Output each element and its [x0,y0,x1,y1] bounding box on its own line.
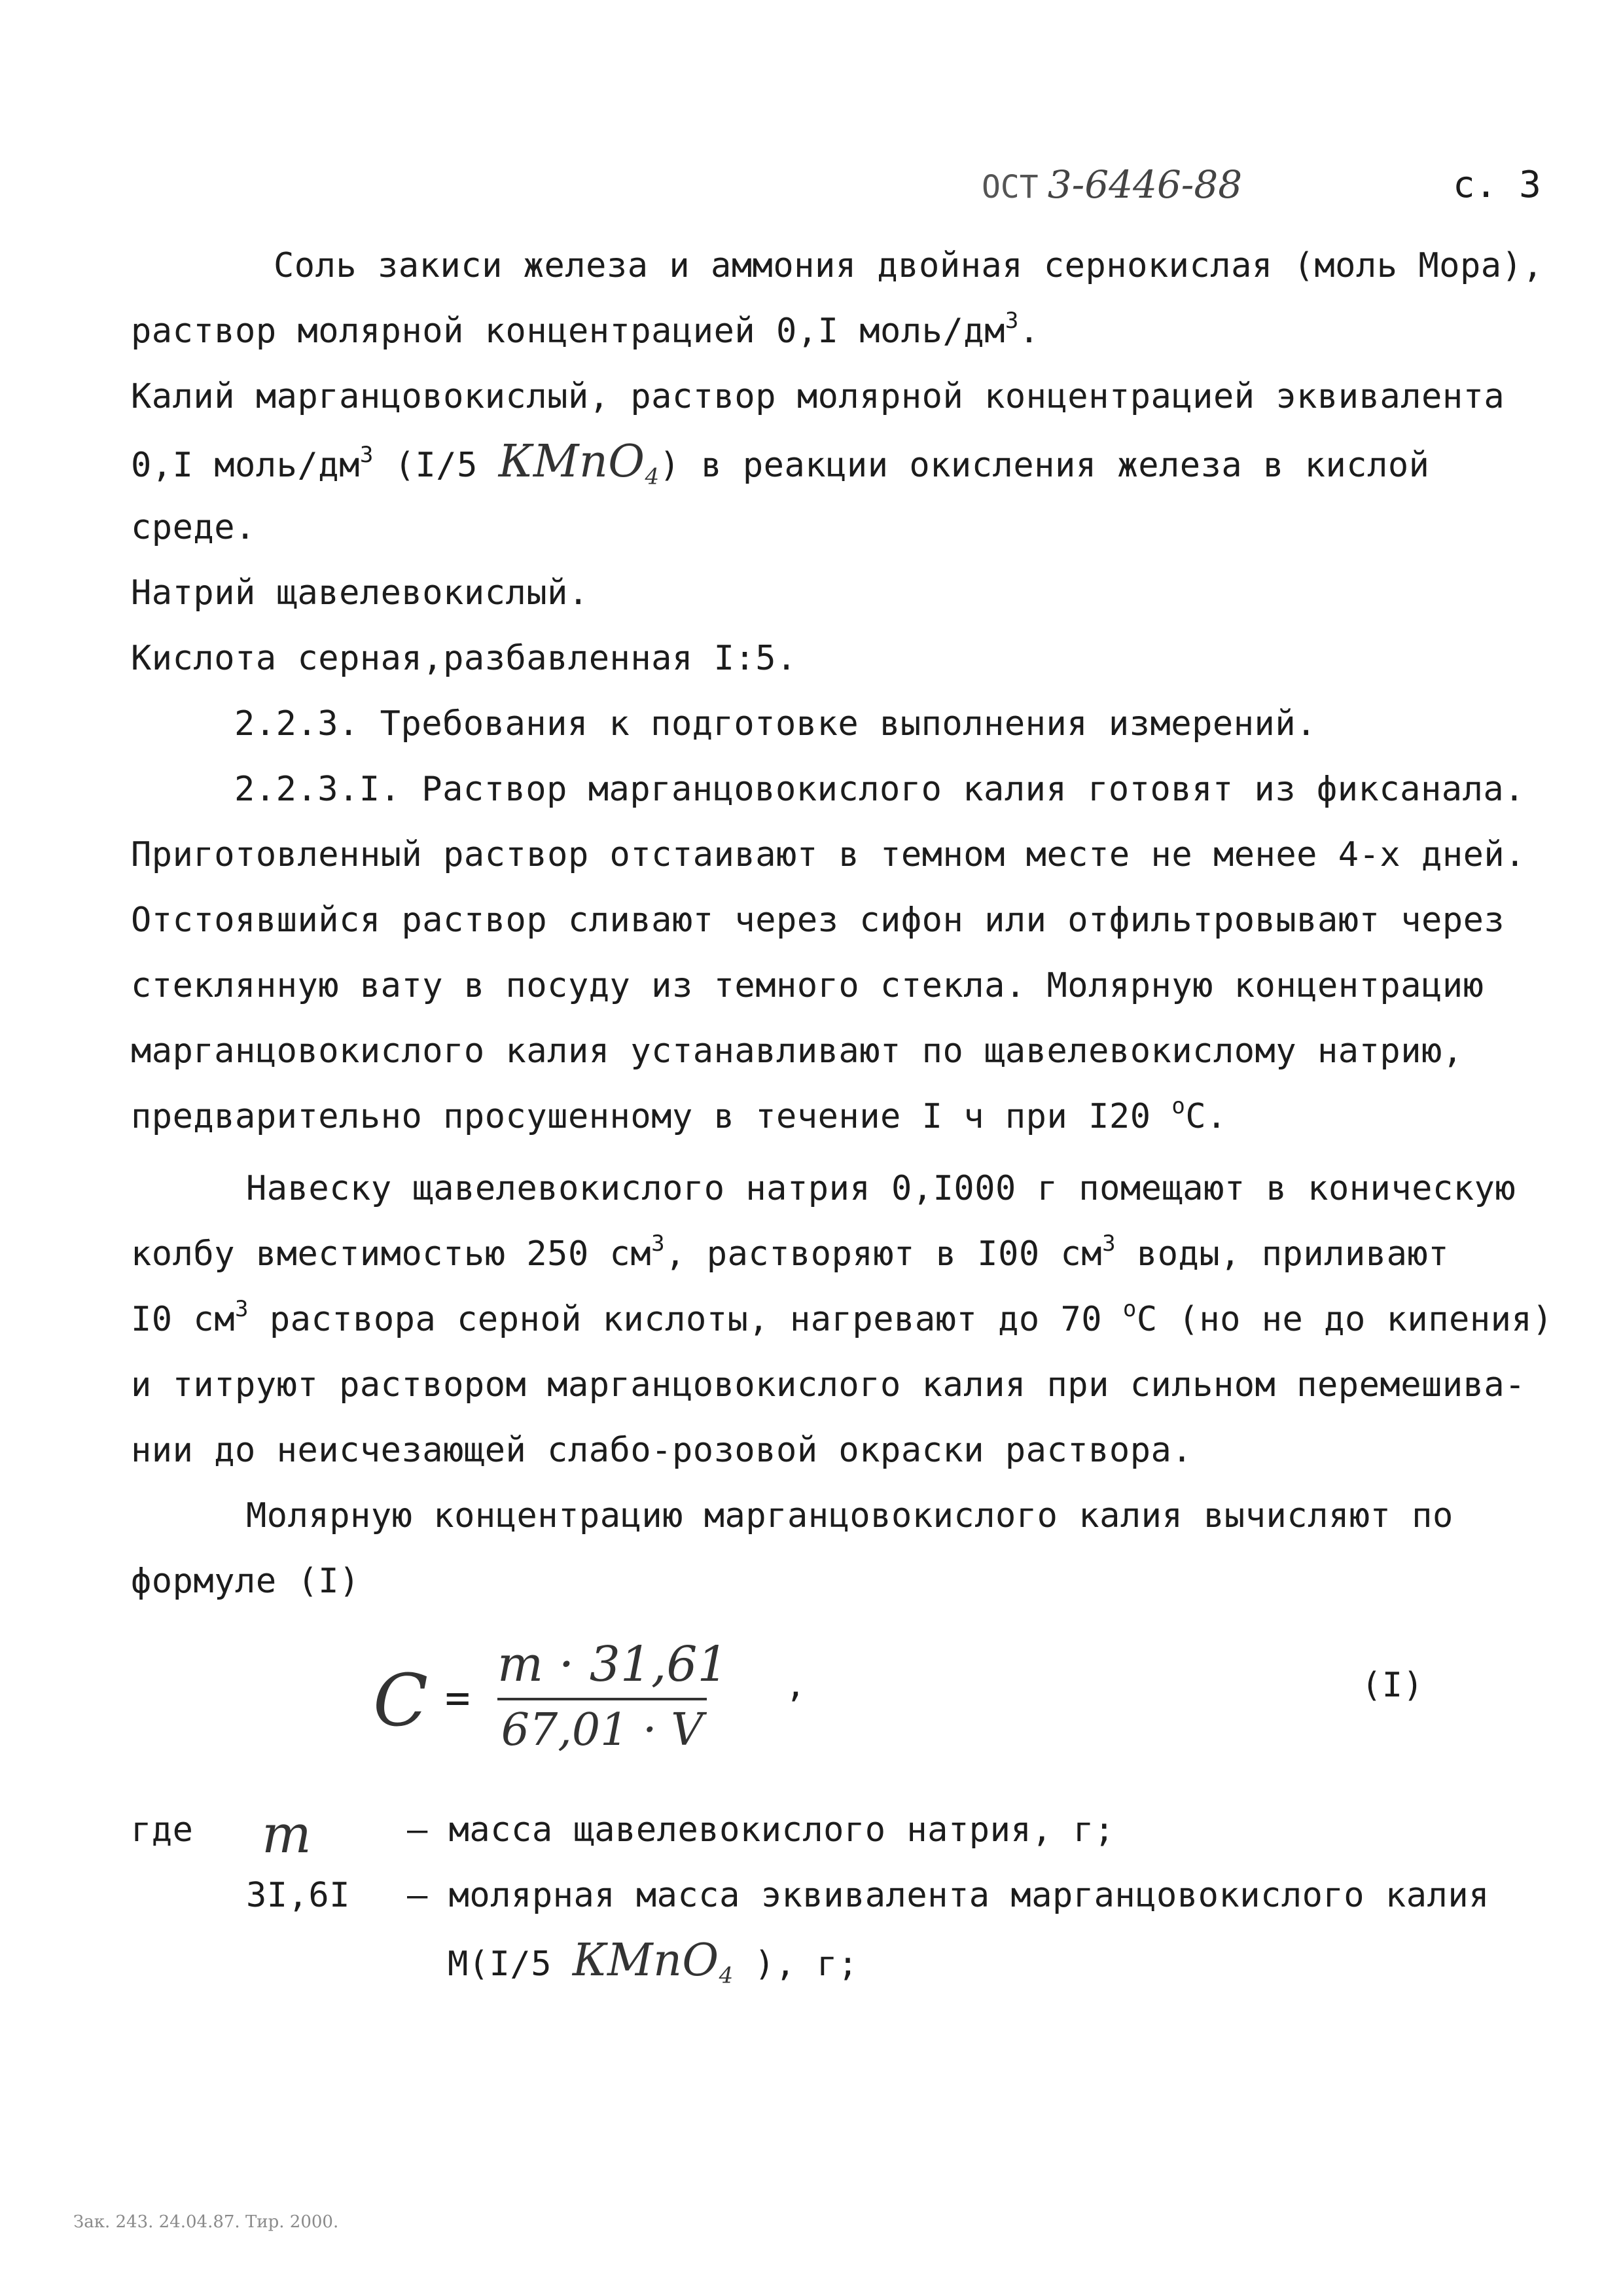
formula-numerator: m · 31,61 [497,1636,728,1693]
text-line-6: Натрий щавелевокислый. [131,573,589,613]
handwritten-formula: КМnO [572,1935,719,1986]
page-number: с. 3 [1453,164,1541,206]
formula-denominator: 67,01 · V [501,1704,704,1756]
text-line-16 [131,1230,1449,1274]
superscript: 3 [1102,1230,1116,1257]
value-3161: 3I,6I [246,1876,351,1915]
text-line-9: 2.2.3.I. Раствор марганцовокислого калия готовят из фиксанала. [234,770,1525,809]
value-3161-description: – молярная масса эквивалента марганцовокислого калия [407,1876,1489,1915]
text-segment: ), г; [733,1945,859,1984]
symbol-m-description: – масса щавелевокислого натрия, г; [407,1810,1115,1850]
superscript: 3 [359,442,374,468]
text-segment: С (но не до кипения) [1136,1300,1554,1339]
symbol-m: m [262,1804,312,1865]
text-segment: (I/5 [373,446,499,485]
text-line-7: Кислота серная,разбавленная I:5. [131,639,797,678]
text-line-12: стеклянную вату в посуду из темного стекла. Молярную концентрацию [131,966,1484,1005]
text-segment: ) в реакции окисления железа в кислой [659,446,1430,485]
text-line-15: Навеску щавелевокислого натрия 0,I000 г помещают в коническую [246,1169,1516,1208]
formula-number: (I) [1361,1666,1424,1705]
subscript: 4 [645,463,660,490]
text-segment: . [1018,312,1040,351]
text-segment: воды, приливают [1116,1234,1449,1274]
text-line-21: формуле (I) [131,1562,360,1601]
text-line-18: и титруют раствором марганцовокислого калия при сильном перемешива- [131,1365,1526,1405]
handwritten-formula: КМnO [498,436,645,488]
text-line-20: Молярную концентрацию марганцовокислого калия вычисляют по [246,1496,1454,1535]
formula-1 [366,1636,825,1767]
value-3161-description-cont [448,1935,859,1995]
where-word: где [131,1810,194,1850]
formula-equals: = [445,1674,471,1723]
text-line-2 [131,308,1040,351]
print-footer: Зак. 243. 24.04.87. Тир. 2000. [73,2212,339,2232]
text-line-17 [131,1296,1554,1339]
text-line-5: среде. [131,508,256,547]
degree-mark: о [1122,1296,1137,1322]
text-line-10: Приготовленный раствор отстаивают в темном месте не менее 4-х дней. [131,835,1526,874]
section-heading-2-2-3: 2.2.3. Требования к подготовке выполнения измерений. [234,704,1317,744]
text-segment: предварительно просушенному в течение I ч при I20 [131,1097,1172,1136]
fraction-bar [497,1698,707,1700]
superscript: 3 [651,1230,666,1257]
text-line-19: нии до неисчезающей слабо-розовой окраски раствора. [131,1431,1193,1470]
text-line-1: Соль закиси железа и аммония двойная сернокислая (моль Мора), [274,246,1544,285]
text-segment: С. [1185,1097,1227,1136]
text-segment: I0 см [131,1300,236,1339]
text-segment: , растворяют в I00 см [665,1234,1103,1274]
standard-number: 3-6446-88 [1047,162,1243,207]
text-line-11: Отстоявшийся раствор сливают через сифон или отфильтровывают через [131,901,1505,940]
superscript: 3 [235,1296,249,1322]
formula-lhs: С [373,1659,429,1742]
standard-designation [982,162,1242,207]
text-segment: М(I/5 [448,1945,573,1984]
text-line-4 [131,436,1430,496]
text-segment: колбу вместимостью 250 см [131,1234,652,1274]
text-line-13: марганцовокислого калия устанавливают по щавелевокислому натрию, [131,1031,1463,1071]
text-segment: 0,I моль/дм [131,446,360,485]
text-segment: раствор молярной концентрацией 0,I моль/дм [131,312,1005,351]
text-segment: раствора серной кислоты, нагревают до 70 [249,1300,1123,1339]
subscript: 4 [719,1962,734,1989]
degree-mark: о [1171,1093,1186,1119]
text-line-3: Калий марганцовокислый, раствор молярной концентрацией эквивалента [131,377,1505,416]
formula-comma: , [785,1666,806,1705]
text-line-14 [131,1093,1227,1136]
superscript: 3 [1005,308,1019,334]
standard-prefix: ОСТ [982,169,1039,206]
